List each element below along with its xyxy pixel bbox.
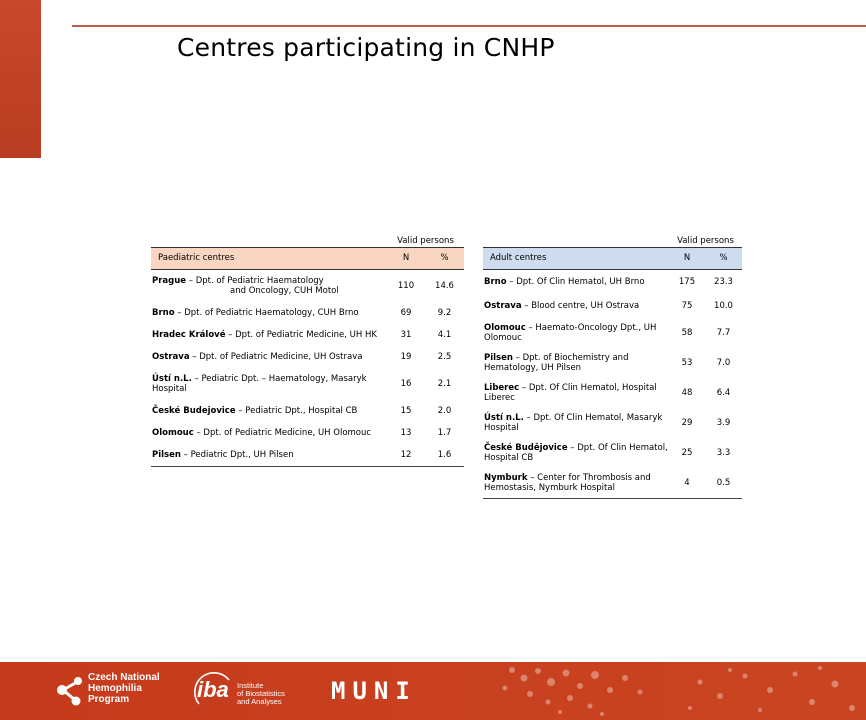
n-header: N — [387, 248, 425, 270]
table-row — [151, 400, 464, 422]
centre-pct: 7.0 — [716, 357, 731, 368]
centre-n: 19 — [400, 351, 412, 362]
centre-pct: 2.5 — [437, 351, 452, 362]
iba-line: and Analyses — [237, 697, 282, 706]
table-row — [483, 378, 742, 408]
adult-header: Adult centres — [483, 248, 669, 270]
paediatric-centres-table — [151, 232, 464, 467]
centre-city: České Budejovice — [152, 405, 236, 416]
table-row — [151, 368, 464, 400]
centre-n: 16 — [400, 378, 412, 389]
footer-bar — [0, 662, 866, 720]
centre-city: Liberec — [484, 382, 520, 393]
centre-city: Brno — [484, 276, 507, 287]
centre-name — [483, 294, 669, 318]
centre-city: Ostrava — [152, 351, 190, 362]
centre-city: Ústí n.L. — [484, 412, 524, 423]
table-row — [483, 318, 742, 348]
centre-name — [483, 270, 669, 295]
centre-desc: – Pediatric Dpt., Hospital CB — [235, 405, 358, 416]
centre-name — [151, 422, 387, 444]
centre-pct: 3.9 — [716, 417, 731, 428]
table-row — [483, 348, 742, 378]
centre-desc: – Dpt. of Pediatric Medicine, UH Ostrava — [189, 351, 363, 362]
table-row — [483, 294, 742, 318]
table-row — [151, 346, 464, 368]
valid-persons-label: Valid persons — [397, 235, 454, 246]
title-rule — [72, 25, 866, 27]
centre-pct: 1.6 — [425, 444, 464, 467]
table-row — [151, 444, 464, 467]
centre-pct: 1.7 — [437, 427, 452, 438]
centre-city: Hradec Králové — [152, 329, 226, 340]
table-row — [483, 270, 742, 295]
n-header: N — [669, 248, 705, 270]
cnhp-wordmark — [88, 672, 160, 705]
centre-name — [151, 346, 387, 368]
centre-desc: – Center for Thrombosis and Hemostasis, Nymburk Hospital — [484, 472, 651, 493]
centre-pct: 23.3 — [714, 276, 733, 287]
table-row — [151, 270, 464, 303]
centre-desc: – Dpt. of Pediatric Haematology — [186, 275, 324, 286]
table-row — [151, 302, 464, 324]
centre-n: 13 — [400, 427, 412, 438]
cnhp-line: Hemophilia — [88, 683, 142, 694]
centre-desc: – Dpt. of Biochemistry and Hematology, UH Pilsen — [484, 352, 629, 373]
centre-n: 12 — [387, 444, 425, 467]
centre-pct: 9.2 — [437, 307, 452, 318]
centre-desc: – Blood centre, UH Ostrava — [521, 300, 640, 311]
centre-city: Pilsen — [152, 449, 181, 460]
centre-desc: – Dpt. of Pediatric Haematology, CUH Brno — [174, 307, 359, 318]
centre-pct: 0.5 — [705, 468, 742, 499]
table-row — [151, 422, 464, 444]
centre-city: Brno — [152, 307, 175, 318]
centre-n: 25 — [681, 447, 693, 458]
centre-n: 48 — [681, 387, 693, 398]
centre-name — [483, 348, 669, 378]
centre-name — [483, 318, 669, 348]
centre-desc: – Dpt. Of Clin Hematol, UH Brno — [506, 276, 645, 287]
valid-persons-label: Valid persons — [677, 235, 734, 246]
percent-header: % — [425, 248, 464, 270]
adult-centres-table — [483, 232, 742, 499]
centre-city: Pilsen — [484, 352, 513, 363]
centre-name — [151, 368, 387, 400]
iba-logo — [193, 670, 303, 714]
centre-name — [151, 324, 387, 346]
table-row — [151, 324, 464, 346]
centre-pct: 2.1 — [437, 378, 452, 389]
table-row — [483, 408, 742, 438]
centre-n: 175 — [678, 276, 696, 287]
table-row — [483, 438, 742, 468]
centre-desc: – Dpt. Of Clin Hematol, Hospital Liberec — [484, 382, 657, 403]
paediatric-header: Paediatric centres — [151, 248, 387, 270]
centre-n: 31 — [400, 329, 412, 340]
centre-pct: 14.6 — [435, 280, 454, 291]
centre-pct: 6.4 — [716, 387, 731, 398]
centre-city: Olomouc — [484, 322, 526, 333]
iba-wordmark: iba — [197, 677, 229, 702]
centre-city: Olomouc — [152, 427, 194, 438]
centre-name — [483, 378, 669, 408]
centre-name — [151, 444, 387, 467]
centre-city: České Budějovice — [484, 442, 568, 453]
centre-city: Nymburk — [484, 472, 528, 483]
centre-name — [151, 302, 387, 324]
molecule-icon — [55, 672, 85, 708]
centre-city: Prague — [152, 275, 187, 286]
centre-n: 58 — [681, 327, 693, 338]
centre-name — [151, 270, 387, 303]
centre-name — [151, 400, 387, 422]
centre-desc: – Haemato-Oncology Dpt., UH Olomouc — [484, 322, 657, 343]
table-row — [483, 468, 742, 499]
cnhp-line: Program — [88, 694, 130, 705]
iba-subtitle — [237, 682, 285, 706]
centre-name — [483, 438, 669, 468]
centre-n: 15 — [400, 405, 412, 416]
centre-desc-line2: and Oncology, CUH Motol — [230, 286, 339, 296]
centre-n: 53 — [681, 357, 693, 368]
centre-desc: – Dpt. Of Clin Hematol, Hospital CB — [484, 442, 668, 463]
cnhp-line: Czech National — [88, 672, 160, 683]
centre-n: 75 — [681, 300, 693, 311]
centre-city: Ústí n.L. — [152, 373, 192, 384]
centre-desc: – Dpt. Of Clin Hematol, Masaryk Hospital — [484, 412, 663, 433]
percent-header: % — [705, 248, 742, 270]
centre-desc: – Pediatric Dpt., UH Pilsen — [180, 449, 294, 460]
centre-n: 69 — [400, 307, 412, 318]
slide-title: Centres participating in CNHP — [177, 33, 555, 62]
centre-n: 29 — [681, 417, 693, 428]
centre-pct: 10.0 — [714, 300, 733, 311]
centre-name — [483, 408, 669, 438]
iba-line: of Biostatistics — [237, 689, 285, 698]
centre-pct: 3.3 — [716, 447, 731, 458]
cnhp-logo — [55, 672, 175, 712]
centre-name — [483, 468, 669, 499]
left-accent-bar — [0, 0, 41, 158]
centre-n: 110 — [397, 280, 415, 291]
centre-pct: 7.7 — [716, 327, 731, 338]
centre-city: Ostrava — [484, 300, 522, 311]
centre-desc: – Dpt. of Pediatric Medicine, UH HK — [225, 329, 377, 340]
centre-pct: 2.0 — [437, 405, 452, 416]
centre-desc: – Pediatric Dpt. – Haematology, Masaryk Hospital — [152, 373, 367, 394]
centre-desc: – Dpt. of Pediatric Medicine, UH Olomouc — [193, 427, 372, 438]
centre-n: 4 — [669, 468, 705, 499]
muni-logo: MUNI — [331, 677, 417, 705]
iba-line: Institute — [237, 681, 264, 690]
centre-pct: 4.1 — [437, 329, 452, 340]
